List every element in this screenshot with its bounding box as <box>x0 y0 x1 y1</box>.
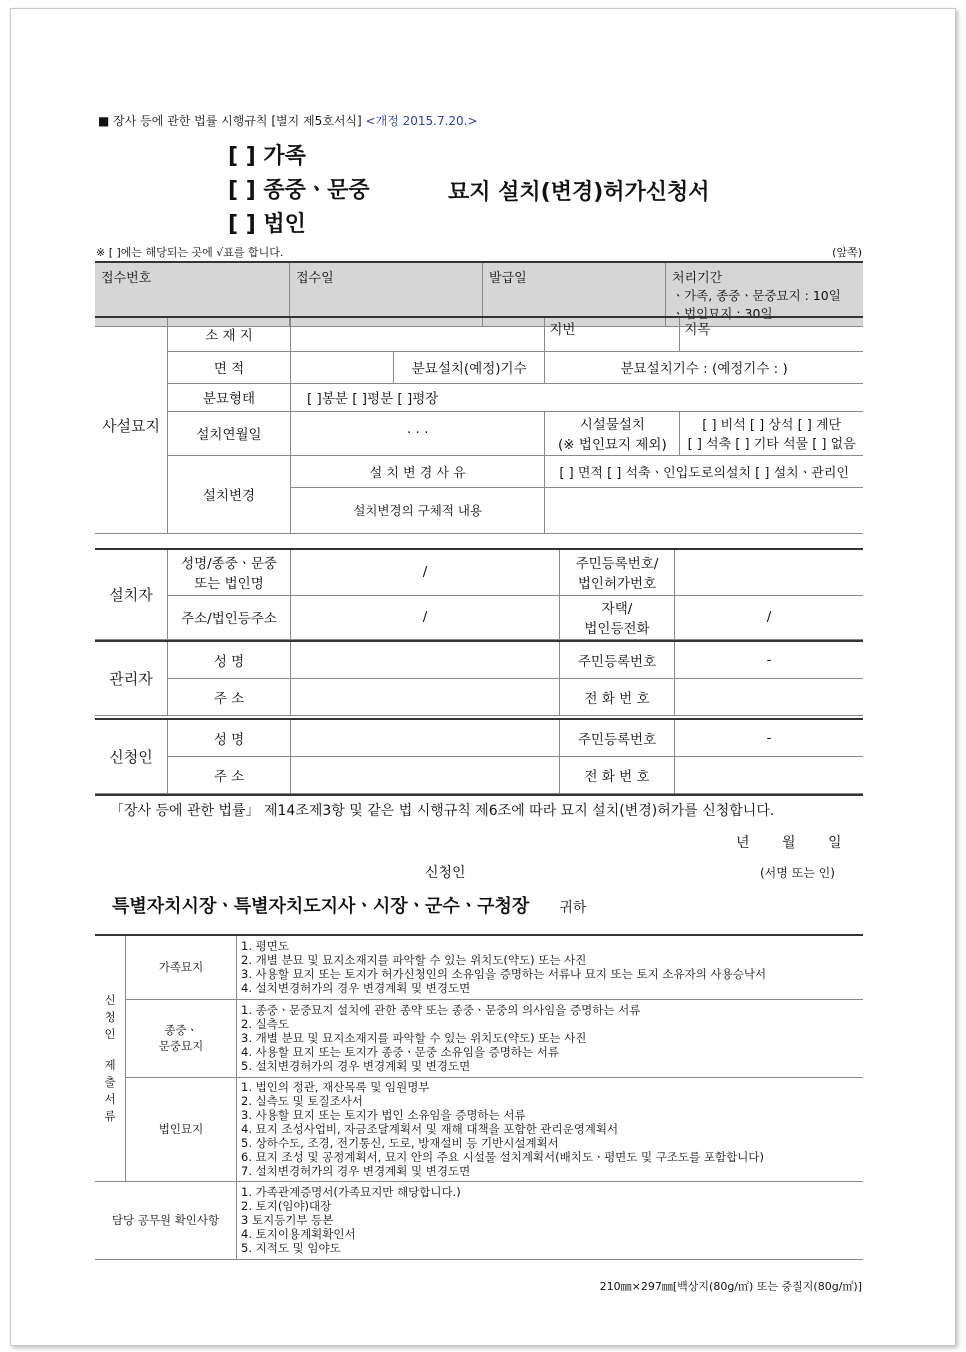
check-note: ※ [ ]에는 해당되는 곳에 √표를 합니다. <box>96 246 284 259</box>
applicant-reg-input[interactable]: - <box>675 719 864 756</box>
installer-reg-label: 주민등록번호/ 법인허가번호 <box>560 549 675 595</box>
change-reason-label: 설 치 변 경 사 유 <box>291 455 545 487</box>
section-divider <box>95 794 863 796</box>
installer-name-input[interactable]: / <box>291 549 560 595</box>
private-cemetery-section <box>95 316 863 534</box>
applicant-phone-label: 전 화 번 호 <box>560 756 675 793</box>
area-label: 면 적 <box>168 351 291 383</box>
family-doc-list: 1. 평면도 2. 개별 분묘 및 묘지소재지를 파악할 수 있는 위치도(약도) 또는 사진 3. 사용할 묘지 또는 토지가 허가신청인의 소유임을 증명하는 서류나 묘지 또는 토지 소유자의 사용승낙서 4. 설치변경허가의 경우 변경계획 및 변경도면 <box>237 935 864 999</box>
applicant-reg-label: 주민등록번호 <box>560 719 675 756</box>
applicant-section <box>95 718 863 794</box>
manager-address-label: 주 소 <box>168 678 291 715</box>
installer-section <box>95 548 863 640</box>
installer-header: 설치자 <box>95 549 168 639</box>
grave-form-options[interactable]: [ ]봉분 [ ]평분 [ ]평장 <box>291 383 864 411</box>
change-detail-input[interactable] <box>545 487 863 533</box>
paper-spec: 210㎜×297㎜[백상지(80g/㎡) 또는 중질지(80g/㎡)] <box>599 1280 862 1293</box>
grave-form-label: 분묘형태 <box>168 383 291 411</box>
manager-name-label: 성 명 <box>168 641 291 678</box>
clan-cemetery-label: 종중ㆍ 문중묘지 <box>126 999 237 1077</box>
facility-options[interactable]: [ ] 비석 [ ] 상석 [ ] 계단 [ ] 석축 [ ] 기타 석물 [ ] 없음 <box>680 411 863 455</box>
statement-text: 「장사 등에 관한 법률」 제14조제3항 및 같은 법 시행규칙 제6조에 따라 묘지 설치(변경)허가를 신청합니다. <box>110 803 775 819</box>
applicant-phone-input[interactable] <box>675 756 864 793</box>
change-detail-label: 설치변경의 구체적 내용 <box>291 487 545 533</box>
date-line[interactable]: 년 월 일 <box>736 835 842 851</box>
option-corporation[interactable]: [ ] 법인 <box>228 212 306 237</box>
grave-count-input[interactable]: 분묘설치기수 : (예정기수 : ) <box>545 351 863 383</box>
clan-doc-list: 1. 종중ㆍ문중묘지 설치에 관한 종약 또는 종중ㆍ문중의 의사임을 증명하는 서류 2. 실측도 3. 개별 분묘 및 묘지소재지를 파악할 수 있는 위치도(약도) 또는 사진 4. 사용할 묘지 또는 토지가 종중ㆍ문중 소유임을 증명하는 서류 5. 설치변경허가의 경우 변경계획 및 변경도면 <box>237 999 864 1077</box>
form-title: 묘지 설치(변경)허가신청서 <box>448 180 710 205</box>
manager-reg-label: 주민등록번호 <box>560 641 675 678</box>
receipt-number: 접수번호 <box>95 262 290 327</box>
facility-label: 시설물설치 (※ 법인묘지 제외) <box>545 411 680 455</box>
manager-phone-input[interactable] <box>675 678 864 715</box>
area-input[interactable] <box>291 351 394 383</box>
manager-name-input[interactable] <box>291 641 560 678</box>
manager-header: 관리자 <box>95 641 168 715</box>
issue-date: 발급일 <box>483 262 666 327</box>
land-type-label[interactable]: 지목 <box>680 317 863 351</box>
option-family[interactable]: [ ] 가족 <box>228 144 306 169</box>
option-clan[interactable]: [ ] 종중ㆍ문중 <box>228 178 370 203</box>
manager-reg-input[interactable]: - <box>675 641 864 678</box>
installer-phone-input[interactable]: / <box>675 595 864 639</box>
change-reason-options[interactable]: [ ] 면적 [ ] 석축ㆍ인입도로의설치 [ ] 설치ㆍ관리인 <box>545 455 863 487</box>
lot-number-label[interactable]: 지번 <box>545 317 680 351</box>
processing-period: 처리기간 ㆍ가족, 종중ㆍ문중묘지 : 10일 ㆍ법인묘지 : 30일 <box>666 262 864 327</box>
applicant-name-label: 성 명 <box>168 719 291 756</box>
applicant-sign-label: 신청인 <box>425 865 466 881</box>
applicant-header: 신청인 <box>95 719 168 793</box>
installer-name-label: 성명/종중ㆍ문중 또는 법인명 <box>168 549 291 595</box>
receipt-date: 접수일 <box>290 262 483 327</box>
applicant-address-input[interactable] <box>291 756 560 793</box>
installer-address-label: 주소/법인등주소 <box>168 595 291 639</box>
install-date-input[interactable]: · · · <box>291 411 545 455</box>
installer-phone-label: 자택/ 법인등전화 <box>560 595 675 639</box>
addressee-suffix: 귀하 <box>559 900 587 916</box>
sign-note[interactable]: (서명 또는 인) <box>760 866 835 880</box>
family-cemetery-label: 가족묘지 <box>126 935 237 999</box>
documents-table <box>95 934 863 1260</box>
manager-phone-label: 전 화 번 호 <box>560 678 675 715</box>
location-label: 소 재 지 <box>168 317 291 351</box>
page-side: (앞쪽) <box>832 246 862 259</box>
type-options <box>228 140 370 242</box>
grave-count-label: 분묘설치(예정)기수 <box>394 351 545 383</box>
corp-cemetery-label: 법인묘지 <box>126 1077 237 1181</box>
installer-reg-input[interactable] <box>675 549 864 595</box>
legal-basis: ■ 장사 등에 관한 법률 시행규칙 [별지 제5호서식] <개정 2015.7.20.> <box>98 114 478 128</box>
official-check-list: 1. 가족관계증명서(가족묘지만 해당합니다.) 2. 토지(임야)대장 3 토지등기부 등본 4. 토지이용계획확인서 5. 지적도 및 임야도 <box>237 1181 864 1259</box>
addressee: 특별자치시장ㆍ특별자치도지사ㆍ시장ㆍ군수ㆍ구청장 귀하 <box>112 896 587 917</box>
corp-doc-list: 1. 법인의 정관, 재산목록 및 임원명부 2. 실측도 및 토질조사서 3. 사용할 묘지 또는 토지가 법인 소유임을 증명하는 서류 4. 묘지 조성사업비, 자금조달계획서 및 재해 대책을 포함한 관리운영계획서 5. 상하수도, 조경, 전기통신, 도로, 방재설비 등 기반시설계획서 6. 묘지 조성 및 공정계획서, 묘지 안의 주요 시설물 설치계획서(배치도ㆍ평면도 및 구조도를 포함합니다) 7. 설치변경허가의 경우 변경계획 및 변경도면 <box>237 1077 864 1181</box>
official-check-label: 담당 공무원 확인사항 <box>95 1181 237 1259</box>
submitted-docs-label: 신 청 인 제 출 서 류 <box>95 935 126 1181</box>
manager-address-input[interactable] <box>291 678 560 715</box>
change-label: 설치변경 <box>168 455 291 533</box>
installer-address-input[interactable]: / <box>291 595 560 639</box>
location-input[interactable] <box>291 317 545 351</box>
install-date-label: 설치연월일 <box>168 411 291 455</box>
manager-section <box>95 640 863 716</box>
applicant-address-label: 주 소 <box>168 756 291 793</box>
revision-note: <개정 2015.7.20.> <box>365 114 478 128</box>
section-header: 사설묘지 <box>95 317 168 533</box>
applicant-name-input[interactable] <box>291 719 560 756</box>
